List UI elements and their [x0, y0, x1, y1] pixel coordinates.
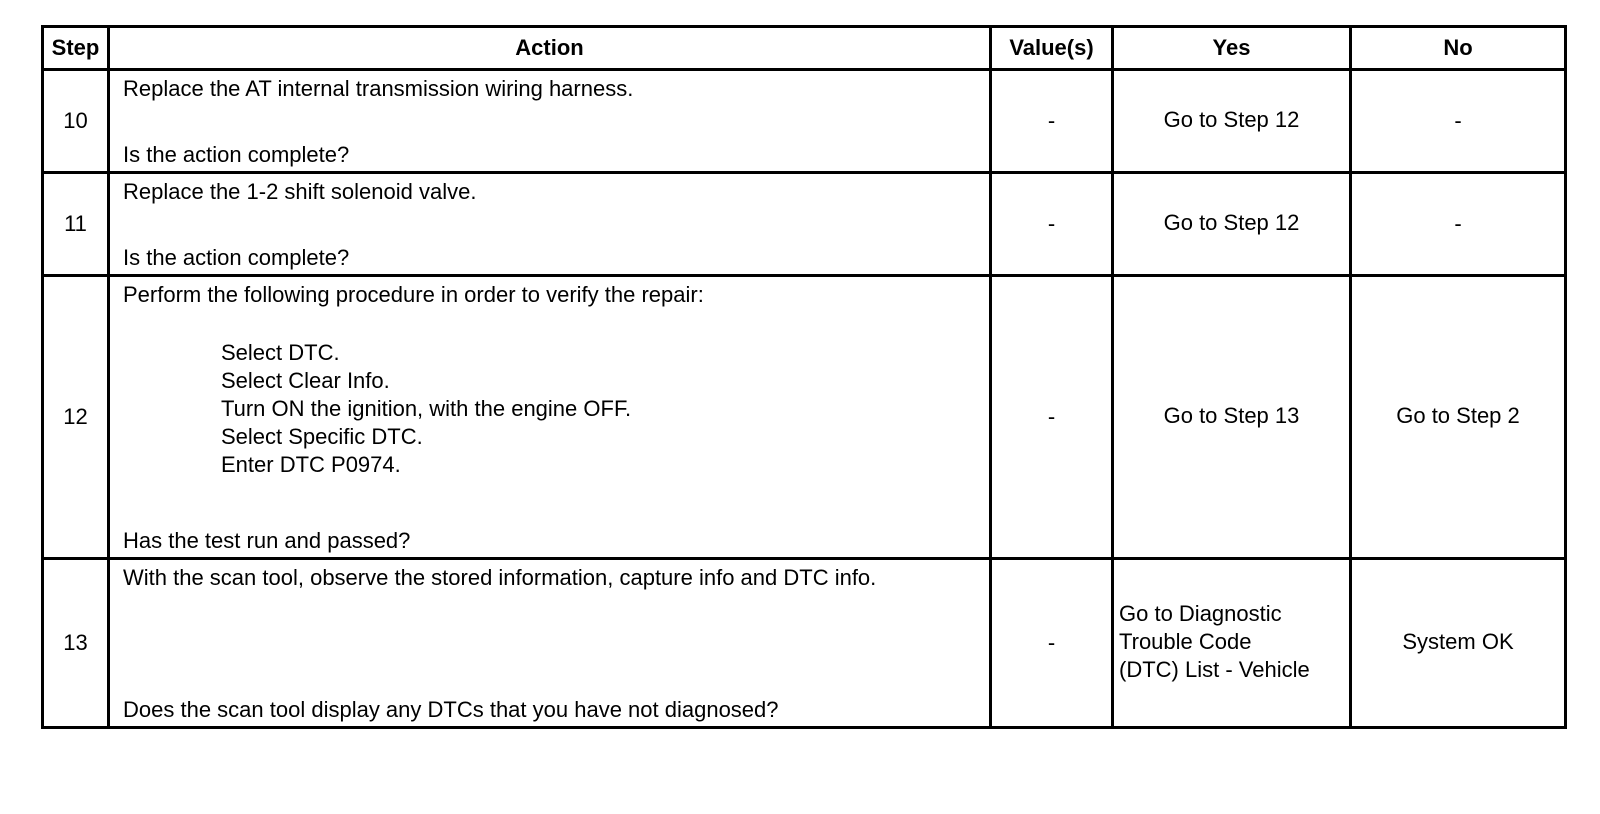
header-step: Step	[43, 27, 109, 70]
action-intro: With the scan tool, observe the stored information, capture info and DTC info.	[123, 565, 877, 590]
table-row	[43, 276, 1566, 559]
header-action: Action	[109, 27, 991, 70]
yes-result: Go to Step 12	[1163, 107, 1300, 132]
no-cell: -	[1351, 70, 1566, 173]
no-cell: -	[1351, 173, 1566, 276]
yes-cell	[1113, 559, 1351, 728]
value-cell: -	[991, 173, 1113, 276]
step-number: 13	[43, 559, 109, 728]
header-values: Value(s)	[991, 27, 1113, 70]
yes-cell	[1113, 70, 1351, 173]
procedure-step: Select DTC.	[221, 340, 340, 365]
action-question: Is the action complete?	[123, 245, 350, 270]
table-row	[43, 70, 1566, 173]
action-question: Does the scan tool display any DTCs that you have not diagnosed?	[123, 697, 779, 722]
table-row	[43, 173, 1566, 276]
procedure-step: Enter DTC P0974.	[221, 452, 401, 477]
header-no: No	[1351, 27, 1566, 70]
yes-result-line: Go to Diagnostic	[1119, 601, 1282, 626]
action-question: Is the action complete?	[123, 142, 350, 167]
action-intro: Replace the 1-2 shift solenoid valve.	[123, 179, 477, 204]
step-number: 11	[43, 173, 109, 276]
action-cell	[109, 276, 991, 559]
procedure-step: Select Specific DTC.	[221, 424, 423, 449]
step-number: 10	[43, 70, 109, 173]
value-cell: -	[991, 276, 1113, 559]
yes-result-line: Trouble Code	[1119, 629, 1252, 654]
no-result: Go to Step 2	[1396, 403, 1520, 428]
yes-result: Go to Step 13	[1163, 403, 1300, 428]
step-number: 12	[43, 276, 109, 559]
value-cell: -	[991, 559, 1113, 728]
yes-cell	[1113, 276, 1351, 559]
table-row	[43, 559, 1566, 728]
yes-result-line: (DTC) List - Vehicle	[1119, 657, 1310, 682]
action-intro: Perform the following procedure in order to verify the repair:	[123, 282, 704, 307]
yes-result: Go to Step 12	[1163, 210, 1300, 235]
yes-cell	[1113, 173, 1351, 276]
procedure-list	[123, 339, 976, 479]
no-cell	[1351, 559, 1566, 728]
header-yes: Yes	[1113, 27, 1351, 70]
procedure-step: Select Clear Info.	[221, 368, 390, 393]
action-cell	[109, 173, 991, 276]
procedure-step: Turn ON the ignition, with the engine OFF.	[221, 396, 632, 421]
value-cell: -	[991, 70, 1113, 173]
diagnostic-table	[41, 25, 1567, 729]
header-row	[43, 27, 1566, 70]
no-cell	[1351, 276, 1566, 559]
no-result: System OK	[1402, 629, 1514, 654]
action-intro: Replace the AT internal transmission wiring harness.	[123, 76, 634, 101]
action-cell	[109, 559, 991, 728]
action-question: Has the test run and passed?	[123, 528, 411, 553]
action-cell	[109, 70, 991, 173]
